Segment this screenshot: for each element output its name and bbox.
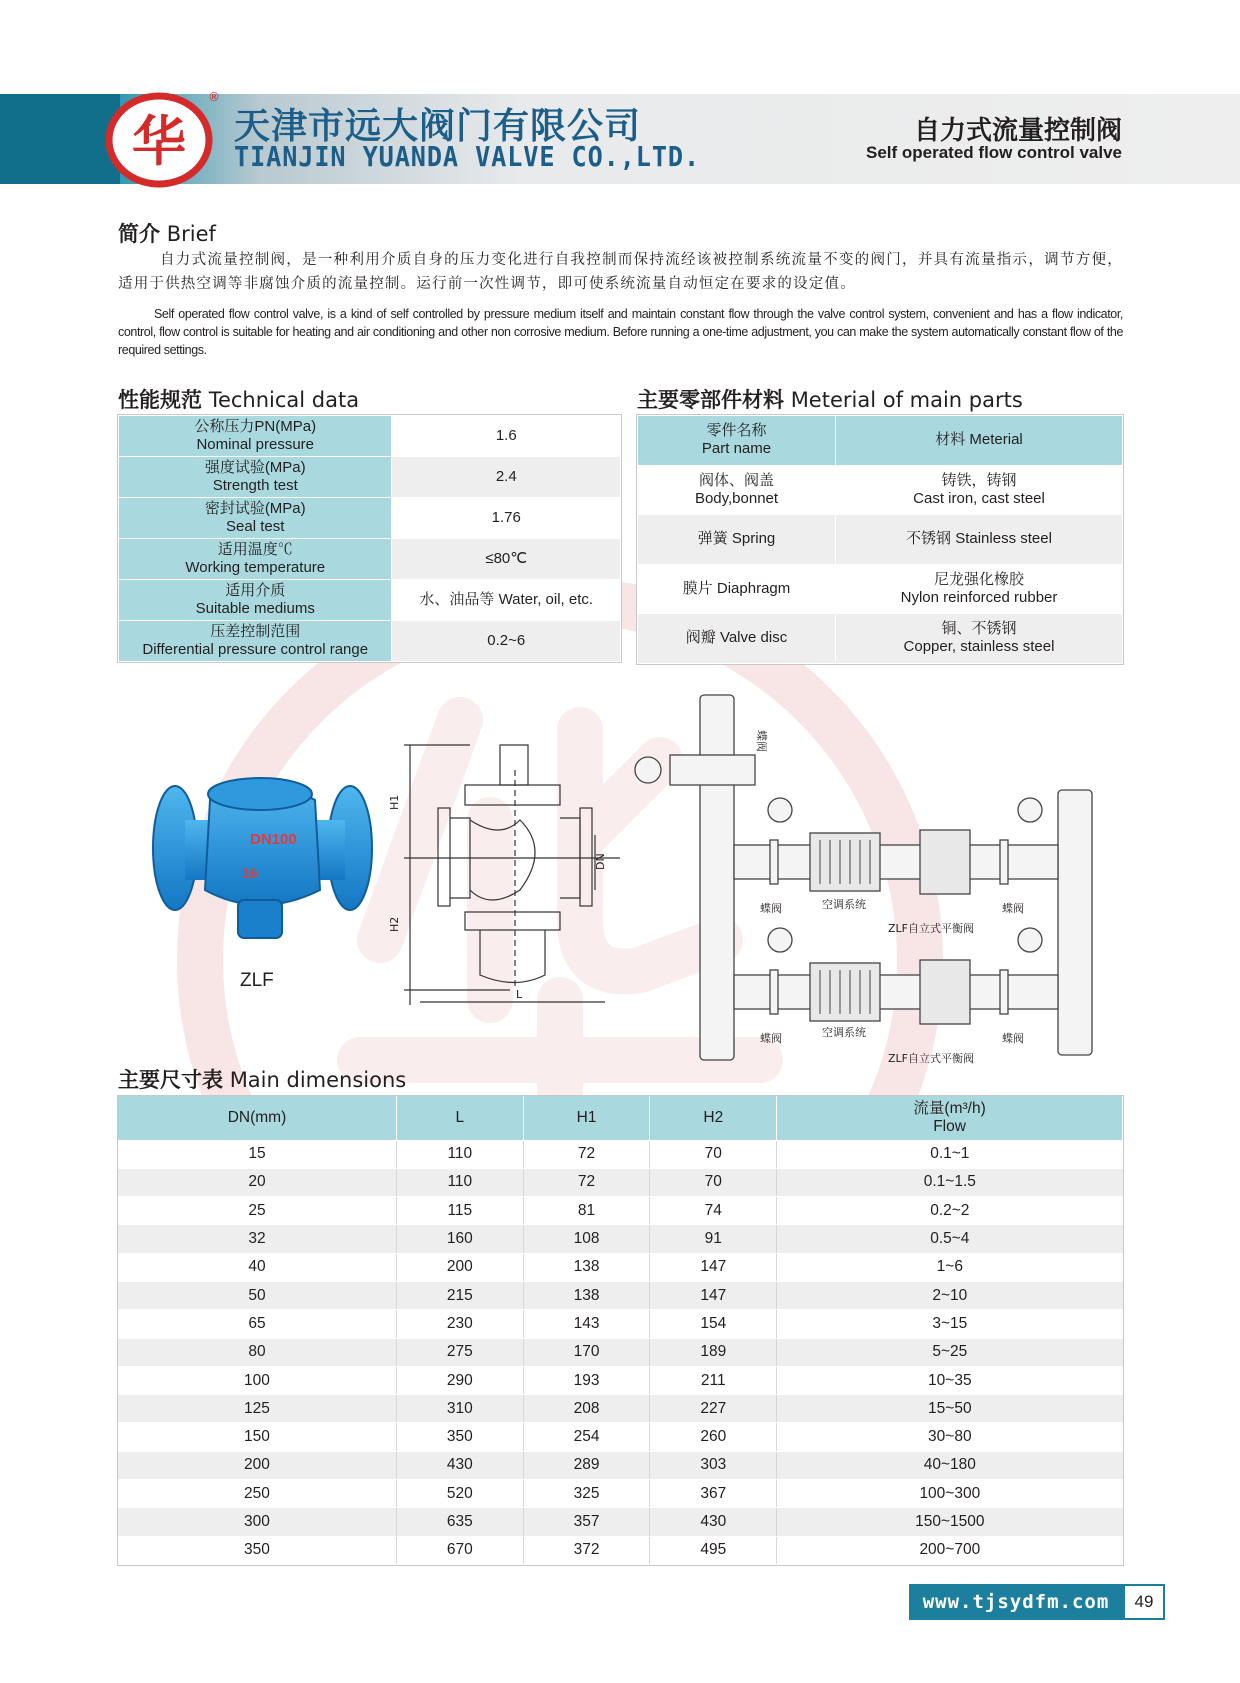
- table-row: [118, 1480, 1123, 1508]
- table-cell: 200: [396, 1253, 523, 1281]
- butterfly-valve-label: 蝶阀: [1002, 902, 1024, 915]
- table-cell: 250: [118, 1480, 396, 1508]
- table-cell: 670: [396, 1536, 523, 1564]
- table-cell: 5~25: [777, 1338, 1123, 1366]
- parts-heading: 主要零部件材料 Meterial of main parts: [637, 388, 1023, 412]
- website-link[interactable]: www.tjsydfm.com: [909, 1584, 1123, 1620]
- column-header: 流量(m³/h) Flow: [777, 1096, 1123, 1140]
- table-cell: 147: [650, 1281, 777, 1309]
- product-title-cn: 自力式流量控制阀: [913, 116, 1122, 146]
- table-cell: 15~50: [777, 1395, 1123, 1423]
- table-cell: 635: [396, 1508, 523, 1536]
- table-row: 压差控制范围 Differential pressure control range 0.2~6: [119, 621, 621, 662]
- table-cell: 65: [118, 1310, 396, 1338]
- table-row: [118, 1310, 1123, 1338]
- balance-valve-label: ZLF自立式平衡阀: [888, 922, 974, 935]
- table-row: [118, 1281, 1123, 1309]
- table-row: [118, 1225, 1123, 1253]
- product-title-en: Self operated flow control valve: [865, 143, 1122, 162]
- table-cell: 150~1500: [777, 1508, 1123, 1536]
- table-row: 阀瓣 Valve disc 铜、不锈钢 Copper, stainless steel: [638, 614, 1123, 664]
- table-row: 强度试验(MPa) Strength test 2.4: [119, 457, 621, 498]
- table-cell: 100~300: [777, 1480, 1123, 1508]
- table-row: 适用介质 Suitable mediums 水、油品等 Water, oil, etc.: [119, 580, 621, 621]
- table-cell: 520: [396, 1480, 523, 1508]
- company-logo: [104, 92, 214, 188]
- butterfly-valve-label: 蝶阀: [760, 1032, 782, 1045]
- table-cell: 325: [523, 1480, 650, 1508]
- column-header: H1: [523, 1096, 650, 1140]
- column-header: DN(mm): [118, 1096, 396, 1140]
- table-row: 适用温度℃ Working temperature ≤80℃: [119, 539, 621, 580]
- table-cell: 303: [650, 1451, 777, 1479]
- table-header-row: 零件名称 Part name 材料 Meterial: [638, 416, 1123, 466]
- table-row: [118, 1253, 1123, 1281]
- dimension-drawing: [390, 740, 640, 1010]
- table-cell: 20: [118, 1168, 396, 1196]
- table-cell: 0.5~4: [777, 1225, 1123, 1253]
- ac-system-label: 空调系统: [822, 1026, 866, 1039]
- table-cell: 143: [523, 1310, 650, 1338]
- table-cell: 30~80: [777, 1423, 1123, 1451]
- table-row: [118, 1536, 1123, 1564]
- table-row: [118, 1508, 1123, 1536]
- table-header-row: [118, 1096, 1123, 1140]
- table-cell: 72: [523, 1140, 650, 1168]
- table-cell: 115: [396, 1197, 523, 1225]
- column-header: L: [396, 1096, 523, 1140]
- table-row: [118, 1423, 1123, 1451]
- l-label: L: [516, 988, 523, 1001]
- table-cell: 72: [523, 1168, 650, 1196]
- main-dimensions-table: [118, 1096, 1123, 1565]
- technical-data-table: [118, 415, 621, 662]
- ac-system-label: 空调系统: [822, 898, 866, 911]
- table-row: [118, 1140, 1123, 1168]
- butterfly-valve-label: 蝶阀: [755, 730, 768, 752]
- table-cell: 110: [396, 1140, 523, 1168]
- table-cell: 40~180: [777, 1451, 1123, 1479]
- table-row: 弹簧 Spring 不锈钢 Stainless steel: [638, 515, 1123, 565]
- balance-valve-label: ZLF自立式平衡阀: [888, 1052, 974, 1065]
- table-cell: 357: [523, 1508, 650, 1536]
- table-cell: 70: [650, 1168, 777, 1196]
- dn-label: DN: [594, 853, 607, 870]
- table-cell: 211: [650, 1366, 777, 1394]
- table-cell: 91: [650, 1225, 777, 1253]
- table-cell: 430: [650, 1508, 777, 1536]
- table-cell: 154: [650, 1310, 777, 1338]
- table-cell: 3~15: [777, 1310, 1123, 1338]
- table-cell: 0.1~1: [777, 1140, 1123, 1168]
- parts-material-table: [637, 415, 1123, 664]
- brief-heading: 简介 Brief: [118, 222, 216, 246]
- table-cell: 350: [118, 1536, 396, 1564]
- table-cell: 70: [650, 1140, 777, 1168]
- table-cell: 2~10: [777, 1281, 1123, 1309]
- table-cell: 74: [650, 1197, 777, 1225]
- table-cell: 147: [650, 1253, 777, 1281]
- svg-text:华: 华: [132, 110, 186, 173]
- table-cell: 215: [396, 1281, 523, 1309]
- brief-text-en: Self operated flow control valve, is a kind of self controlled by pressure medium itself and maintain constant flow through the valve control system, convenient and has a flow indicator, control, flow control is suitable for heating and air conditioning and other non corrosive medium. Before running a one-time adjustment, you can make the system automatically constant flow of the required settings.: [118, 307, 1123, 357]
- dimensions-heading: 主要尺寸表 Main dimensions: [118, 1068, 407, 1092]
- table-cell: 227: [650, 1395, 777, 1423]
- butterfly-valve-label: 蝶阀: [760, 902, 782, 915]
- table-cell: 50: [118, 1281, 396, 1309]
- table-cell: 430: [396, 1451, 523, 1479]
- model-label: ZLF: [240, 970, 274, 991]
- table-cell: 254: [523, 1423, 650, 1451]
- table-cell: 110: [396, 1168, 523, 1196]
- table-cell: 310: [396, 1395, 523, 1423]
- company-name-en: TIANJIN YUANDA VALVE CO.,LTD.: [234, 140, 701, 173]
- installation-schematic: [630, 690, 1110, 1070]
- table-cell: 170: [523, 1338, 650, 1366]
- table-cell: 193: [523, 1366, 650, 1394]
- table-cell: 160: [396, 1225, 523, 1253]
- table-cell: 125: [118, 1395, 396, 1423]
- table-cell: 0.1~1.5: [777, 1168, 1123, 1196]
- table-row: [118, 1168, 1123, 1196]
- table-row: [118, 1197, 1123, 1225]
- table-cell: 80: [118, 1338, 396, 1366]
- table-cell: 367: [650, 1480, 777, 1508]
- table-row: 公称压力PN(MPa) Nominal pressure 1.6: [119, 416, 621, 457]
- h1-label: H1: [388, 794, 401, 810]
- table-cell: 100: [118, 1366, 396, 1394]
- table-row: [118, 1451, 1123, 1479]
- registered-mark: ®: [208, 90, 220, 104]
- table-cell: 290: [396, 1366, 523, 1394]
- table-cell: 32: [118, 1225, 396, 1253]
- company-name-cn: 天津市远大阀门有限公司: [234, 106, 642, 147]
- table-cell: 200~700: [777, 1536, 1123, 1564]
- table-row: [118, 1395, 1123, 1423]
- table-cell: 138: [523, 1281, 650, 1309]
- table-cell: 40: [118, 1253, 396, 1281]
- table-cell: 200: [118, 1451, 396, 1479]
- brief-text-cn: 自力式流量控制阀，是一种利用介质自身的压力变化进行自我控制而保持流经该被控制系统流量不变的阀门，并具有流量指示，调节方便，适用于供热空调等非腐蚀介质的流量控制。运行前一次性调节，即可使系统流量自动恒定在要求的设定值。: [118, 252, 1123, 292]
- table-cell: 189: [650, 1338, 777, 1366]
- table-cell: 138: [523, 1253, 650, 1281]
- table-cell: 300: [118, 1508, 396, 1536]
- table-cell: 1~6: [777, 1253, 1123, 1281]
- column-header: H2: [650, 1096, 777, 1140]
- table-cell: 25: [118, 1197, 396, 1225]
- h2-label: H2: [388, 916, 401, 932]
- table-cell: 372: [523, 1536, 650, 1564]
- page-number: 49: [1123, 1584, 1165, 1620]
- table-cell: 289: [523, 1451, 650, 1479]
- butterfly-valve-label: 蝶阀: [1002, 1032, 1024, 1045]
- valve-photo: [150, 760, 375, 950]
- table-cell: 10~35: [777, 1366, 1123, 1394]
- table-cell: 108: [523, 1225, 650, 1253]
- table-cell: 350: [396, 1423, 523, 1451]
- photo-pn-marking: 16: [242, 865, 258, 881]
- table-cell: 15: [118, 1140, 396, 1168]
- table-cell: 275: [396, 1338, 523, 1366]
- table-row: [118, 1366, 1123, 1394]
- table-cell: 208: [523, 1395, 650, 1423]
- table-cell: 81: [523, 1197, 650, 1225]
- table-cell: 0.2~2: [777, 1197, 1123, 1225]
- table-cell: 495: [650, 1536, 777, 1564]
- table-row: 膜片 Diaphragm 尼龙强化橡胶 Nylon reinforced rubber: [638, 564, 1123, 614]
- table-row: 密封试验(MPa) Seal test 1.76: [119, 498, 621, 539]
- table-cell: 260: [650, 1423, 777, 1451]
- table-row: 阀体、阀盖 Body,bonnet 铸铁，铸钢 Cast iron, cast steel: [638, 465, 1123, 515]
- table-row: [118, 1338, 1123, 1366]
- table-cell: 150: [118, 1423, 396, 1451]
- technical-heading: 性能规范 Technical data: [118, 388, 360, 412]
- table-cell: 230: [396, 1310, 523, 1338]
- photo-dn-marking: DN100: [250, 831, 297, 848]
